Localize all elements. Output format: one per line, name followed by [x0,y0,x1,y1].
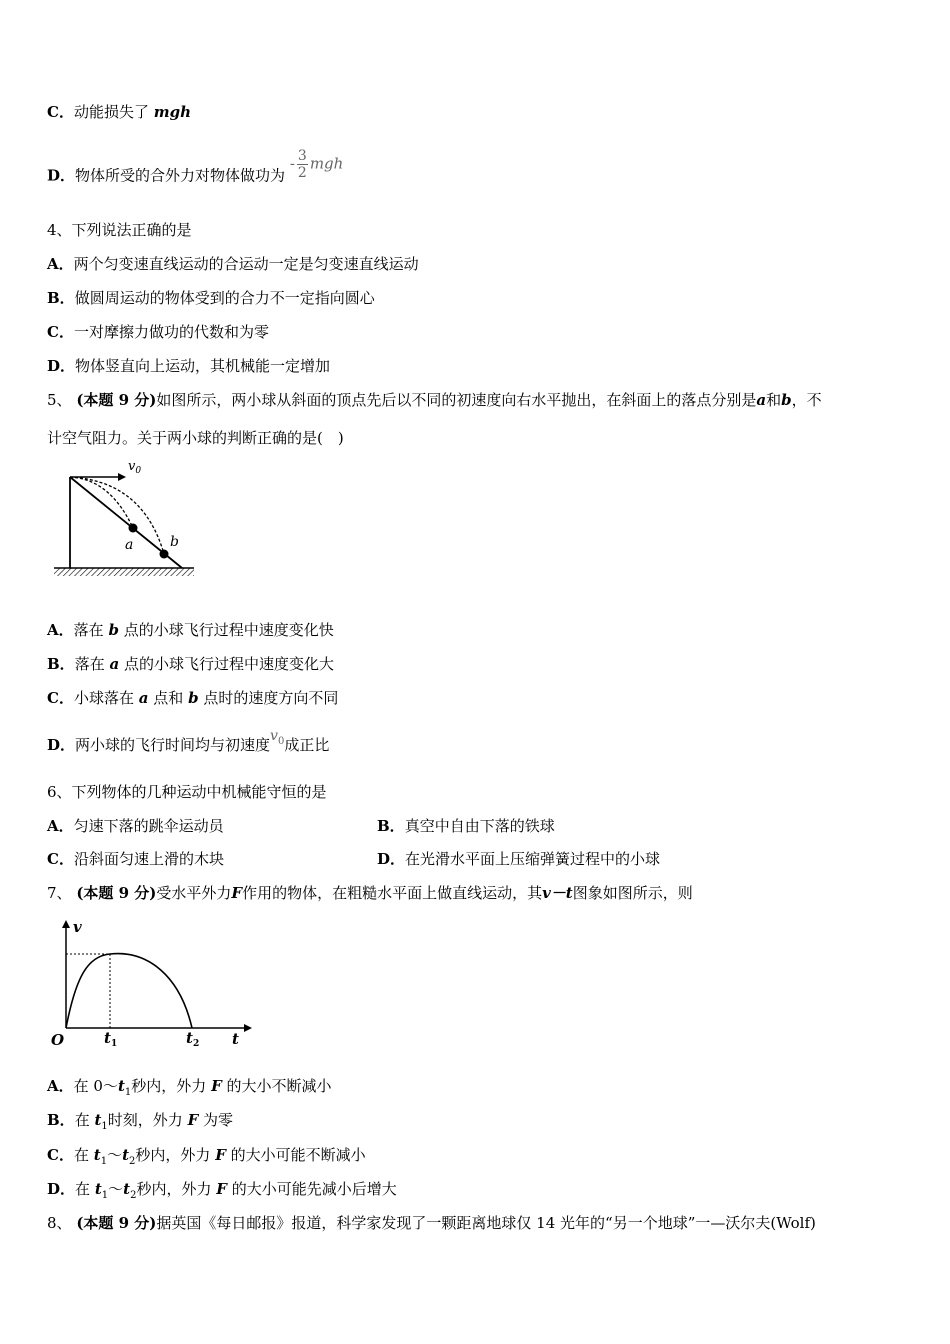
question-score: (本题 9 分) [76,391,157,409]
range-sep: ～ [107,1146,123,1164]
option-label: A． [47,621,74,639]
option-text: 一对摩擦力做功的代数和为零 [73,323,269,341]
q4-option-b [47,288,375,308]
t1-label [104,1029,117,1049]
q4-option-c [47,322,269,342]
stem-text: 和 [766,391,782,409]
question-score: (本题 9 分) [76,1214,157,1232]
vt-graph-figure [46,916,256,1050]
t-subscript: 1 [100,1156,108,1167]
option-text: 落在 [73,621,104,639]
v-letter: v [270,728,278,744]
option-label: D． [47,1180,76,1198]
var-t: t [117,1077,125,1095]
var-t: t [94,1180,102,1198]
option-label: D． [47,166,76,185]
option-label: A． [47,817,74,835]
q5-option-a [47,620,334,640]
q7-option-d [47,1179,397,1206]
option-text: 秒内，外力 [136,1180,212,1198]
question-score: (本题 9 分) [76,884,157,902]
q4-option-d [47,356,330,376]
t2-letter: t [186,1029,193,1047]
v0-letter: v [128,459,136,474]
t2-subscript: 2 [192,1039,200,1049]
option-text: 两个匀变速直线运动的合运动一定是匀变速直线运动 [73,255,419,273]
q7-option-a [47,1076,332,1103]
option-text: 点时的速度方向不同 [203,689,339,707]
option-label: B． [377,817,405,835]
t-axis-arrowhead [244,1024,252,1032]
option-text: 两小球的飞行时间均与初速度 [75,736,271,754]
q7-stem [47,883,693,903]
option-text: 动能损失了 [73,103,149,121]
origin-label: O [51,1031,65,1049]
option-label: C． [47,323,74,341]
var-F: F [216,1180,227,1198]
formula-mgh: mgh [153,103,192,121]
option-text: 点和 [153,689,184,707]
t-subscript: 1 [101,1121,108,1132]
t-subscript: 2 [130,1190,137,1201]
option-label: D． [47,357,76,375]
formula-mgh: mgh [309,154,344,173]
q7-option-b [47,1110,233,1137]
v0-subscript: 0 [135,466,142,476]
option-text: 为零 [203,1111,234,1129]
ground-hatch [54,568,194,576]
q4-option-a [47,254,419,274]
t-subscript: 1 [101,1190,109,1201]
q5-stem-line2: 计空气阻力。关于两小球的判断正确的是( ) [47,429,344,447]
minus-sign: - [289,154,295,173]
stem-text: ，不 [791,391,822,409]
option-text: 成正比 [284,736,330,754]
q7-option-c [47,1145,366,1172]
var-t: t [94,1111,102,1129]
vt-symbol: v－t [542,884,573,902]
var-b: b [188,689,199,707]
q6-option-d [377,849,660,869]
option-text: 点的小球飞行过程中速度变化快 [123,621,334,639]
stem-text: 图象如图所示，则 [572,884,693,902]
q6-option-b [377,816,555,836]
t-subscript: 1 [124,1087,132,1098]
option-text: 在 [73,1146,89,1164]
option-text: 的大小不断减小 [226,1077,332,1095]
label-b: b [170,534,179,550]
option-label: B． [47,655,75,673]
range-sep: ～ [108,1180,124,1198]
question-number: 7、 [47,884,72,902]
var-b: b [108,621,119,639]
ball-b [160,550,169,559]
v0-symbol [270,728,285,747]
var-F: F [211,1077,222,1095]
option-label: D． [47,736,76,754]
v-axis-label: v [73,918,82,936]
q3-option-d [47,148,344,193]
question-number: 8、 [47,1214,72,1232]
question-number: 5、 [47,391,72,409]
option-label: C． [47,1146,74,1164]
vt-curve [66,954,192,1028]
v0-label [128,459,141,476]
option-text: 点的小球飞行过程中速度变化大 [124,655,335,673]
v-subscript: 0 [277,735,285,747]
q5-option-b [47,654,334,674]
t2-label [186,1029,199,1049]
var-F: F [215,1146,226,1164]
t1-subscript: 1 [110,1039,118,1049]
fraction-denominator: 2 [297,165,307,181]
t-axis-label: t [232,1030,239,1048]
t1-letter: t [104,1029,111,1047]
option-text: 匀速下落的跳伞运动员 [73,817,224,835]
q3-option-c [47,102,191,122]
q5-option-d [47,728,330,762]
option-text: 物体竖直向上运动，其机械能一定增加 [75,357,331,375]
option-text: 在 [74,1111,90,1129]
option-text: 时刻，外力 [107,1111,183,1129]
var-a: a [109,655,120,673]
t-subscript: 2 [129,1156,136,1167]
option-text: 的大小可能先减小后增大 [231,1180,397,1198]
option-label: B． [47,1111,75,1129]
q5-option-c [47,688,338,708]
option-text: 落在 [74,655,105,673]
stem-text: 受水平外力 [156,884,232,902]
q6-option-a [47,816,224,836]
option-text: 在 0～ [73,1077,118,1095]
option-text: 秒内，外力 [135,1146,211,1164]
q6-stem: 6、下列物体的几种运动中机械能守恒的是 [47,783,327,801]
option-text: 小球落在 [73,689,134,707]
option-text: 的大小可能不断减小 [230,1146,366,1164]
option-label: C． [47,850,74,868]
option-text: 真空中自由下落的铁球 [404,817,555,835]
v0-arrowhead [118,473,126,481]
var-t: t [122,1146,130,1164]
option-label: C． [47,103,74,121]
var-a: a [138,689,149,707]
stem-text: 作用的物体，在粗糙水平面上做直线运动，其 [242,884,543,902]
incline-projectile-figure [48,455,198,583]
option-label: C． [47,689,74,707]
q4-stem: 4、下列说法正确的是 [47,221,192,239]
var-F: F [231,884,243,902]
q6-option-c [47,849,224,869]
ball-a [129,524,138,533]
v-axis-arrowhead [62,920,70,928]
label-a: a [125,537,134,553]
option-label: D． [377,850,406,868]
stem-text: 据英国《每日邮报》报道，科学家发现了一颗距离地球仅 14 光年的“另一个地球”一—沃尔夫(Wolf) [156,1214,816,1232]
q5-stem-line1 [47,390,822,410]
option-text: 在光滑水平面上压缩弹簧过程中的小球 [405,850,661,868]
stem-text: 如图所示，两小球从斜面的顶点先后以不同的初速度向右水平抛出，在斜面上的落点分别是 [156,391,757,409]
var-F: F [187,1111,199,1129]
option-label: B． [47,289,75,307]
option-text: 在 [75,1180,91,1198]
var-t: t [123,1180,131,1198]
option-label: A． [47,255,74,273]
option-label: A． [47,1077,74,1095]
option-text: 沿斜面匀速上滑的木块 [73,850,224,868]
var-b: b [781,391,792,409]
var-t: t [93,1146,101,1164]
option-text: 物体所受的合外力对物体做功为 [75,166,286,185]
fraction-numerator: 3 [297,148,307,164]
fraction-3-2 [297,148,308,181]
var-a: a [756,391,767,409]
option-text: 做圆周运动的物体受到的合力不一定指向圆心 [74,289,375,307]
option-text: 秒内，外力 [131,1077,207,1095]
q8-stem [47,1213,816,1233]
